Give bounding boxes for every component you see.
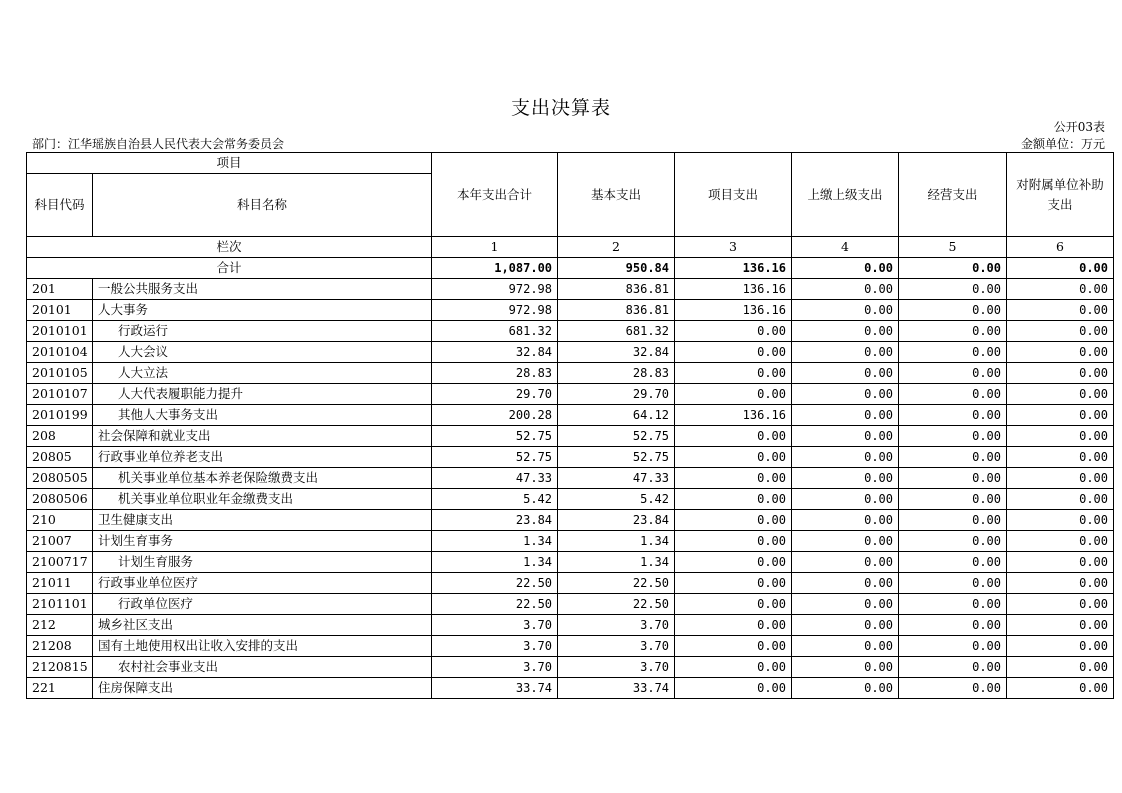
amount-cell: 22.50 bbox=[432, 573, 558, 594]
subject-name: 计划生育事务 bbox=[98, 533, 174, 548]
amount-cell: 23.84 bbox=[432, 510, 558, 531]
amount-cell: 0.00 bbox=[792, 405, 899, 426]
amount-cell: 0.00 bbox=[1007, 489, 1114, 510]
amount-cell: 0.00 bbox=[675, 489, 792, 510]
subject-name-cell bbox=[93, 426, 432, 447]
subject-code: 2010104 bbox=[27, 342, 93, 363]
amount-cell: 0.00 bbox=[1007, 405, 1114, 426]
amount-cell: 3.70 bbox=[432, 615, 558, 636]
amount-cell: 0.00 bbox=[675, 510, 792, 531]
amount-cell: 836.81 bbox=[558, 279, 675, 300]
amount-cell: 0.00 bbox=[899, 573, 1007, 594]
subject-name: 人大代表履职能力提升 bbox=[118, 386, 244, 401]
subject-name-cell bbox=[93, 531, 432, 552]
amount-cell: 0.00 bbox=[899, 531, 1007, 552]
amount-cell: 1.34 bbox=[432, 531, 558, 552]
amount-cell: 0.00 bbox=[675, 573, 792, 594]
subject-name: 行政运行 bbox=[118, 323, 169, 338]
subject-name: 住房保障支出 bbox=[98, 680, 174, 695]
table-row bbox=[27, 489, 1114, 510]
amount-cell: 0.00 bbox=[792, 552, 899, 573]
amount-unit-label: 金额单位：万元 bbox=[1020, 137, 1105, 151]
header-code: 科目代码 bbox=[27, 174, 93, 237]
amount-cell: 0.00 bbox=[899, 489, 1007, 510]
subject-name: 计划生育服务 bbox=[118, 554, 194, 569]
amount-cell: 0.00 bbox=[899, 426, 1007, 447]
table-row bbox=[27, 363, 1114, 384]
table-row bbox=[27, 384, 1114, 405]
amount-cell: 0.00 bbox=[675, 363, 792, 384]
amount-cell: 22.50 bbox=[432, 594, 558, 615]
amount-cell: 0.00 bbox=[792, 384, 899, 405]
amount-cell: 0.00 bbox=[1007, 594, 1114, 615]
subject-code: 210 bbox=[27, 510, 93, 531]
amount-cell: 52.75 bbox=[558, 426, 675, 447]
amount-cell: 0.00 bbox=[675, 447, 792, 468]
column-number: 1 bbox=[432, 237, 558, 258]
amount-cell: 3.70 bbox=[558, 657, 675, 678]
header-project-expenditure: 项目支出 bbox=[675, 153, 792, 237]
amount-cell: 0.00 bbox=[675, 468, 792, 489]
table-row bbox=[27, 510, 1114, 531]
subject-code: 221 bbox=[27, 678, 93, 699]
subject-code: 21007 bbox=[27, 531, 93, 552]
expenditure-table bbox=[26, 152, 1114, 699]
column-number: 5 bbox=[899, 237, 1007, 258]
amount-cell: 681.32 bbox=[432, 321, 558, 342]
total-value: 0.00 bbox=[792, 258, 899, 279]
subject-code: 21208 bbox=[27, 636, 93, 657]
amount-cell: 1.34 bbox=[558, 531, 675, 552]
subject-name-cell bbox=[93, 447, 432, 468]
amount-cell: 0.00 bbox=[792, 321, 899, 342]
subject-name: 一般公共服务支出 bbox=[98, 281, 199, 296]
amount-cell: 0.00 bbox=[675, 594, 792, 615]
amount-cell: 3.70 bbox=[558, 636, 675, 657]
amount-cell: 0.00 bbox=[899, 636, 1007, 657]
column-number: 2 bbox=[558, 237, 675, 258]
amount-cell: 29.70 bbox=[558, 384, 675, 405]
amount-cell: 0.00 bbox=[899, 510, 1007, 531]
subject-code: 2010101 bbox=[27, 321, 93, 342]
subject-name-cell bbox=[93, 552, 432, 573]
amount-cell: 136.16 bbox=[675, 300, 792, 321]
header-name: 科目名称 bbox=[93, 174, 432, 237]
total-value: 0.00 bbox=[1007, 258, 1114, 279]
amount-cell: 0.00 bbox=[1007, 426, 1114, 447]
subject-name-cell bbox=[93, 573, 432, 594]
table-row bbox=[27, 426, 1114, 447]
amount-cell: 836.81 bbox=[558, 300, 675, 321]
subject-name-cell bbox=[93, 363, 432, 384]
subject-code: 2010105 bbox=[27, 363, 93, 384]
amount-cell: 3.70 bbox=[558, 615, 675, 636]
subject-name-cell bbox=[93, 615, 432, 636]
amount-cell: 0.00 bbox=[792, 447, 899, 468]
amount-cell: 0.00 bbox=[792, 573, 899, 594]
amount-cell: 0.00 bbox=[1007, 342, 1114, 363]
subject-name: 人大会议 bbox=[118, 344, 169, 359]
subject-name: 行政单位医疗 bbox=[118, 596, 194, 611]
amount-cell: 22.50 bbox=[558, 573, 675, 594]
subject-name: 卫生健康支出 bbox=[98, 512, 174, 527]
table-row bbox=[27, 279, 1114, 300]
amount-cell: 0.00 bbox=[899, 594, 1007, 615]
total-label: 合计 bbox=[27, 258, 432, 279]
subject-name-cell bbox=[93, 279, 432, 300]
subject-name-cell bbox=[93, 384, 432, 405]
amount-cell: 28.83 bbox=[558, 363, 675, 384]
subject-name-cell bbox=[93, 678, 432, 699]
amount-cell: 0.00 bbox=[899, 279, 1007, 300]
subject-name-cell bbox=[93, 321, 432, 342]
subject-code: 2010107 bbox=[27, 384, 93, 405]
subject-code: 2101101 bbox=[27, 594, 93, 615]
table-row bbox=[27, 405, 1114, 426]
subject-name: 人大事务 bbox=[98, 302, 149, 317]
subject-code: 2080506 bbox=[27, 489, 93, 510]
amount-cell: 1.34 bbox=[432, 552, 558, 573]
amount-cell: 0.00 bbox=[899, 468, 1007, 489]
amount-cell: 0.00 bbox=[675, 657, 792, 678]
amount-cell: 5.42 bbox=[558, 489, 675, 510]
header-upper: 上缴上级支出 bbox=[792, 153, 899, 237]
amount-cell: 0.00 bbox=[792, 342, 899, 363]
amount-cell: 0.00 bbox=[792, 468, 899, 489]
amount-cell: 64.12 bbox=[558, 405, 675, 426]
subject-name-cell bbox=[93, 510, 432, 531]
amount-cell: 972.98 bbox=[432, 300, 558, 321]
column-number: 3 bbox=[675, 237, 792, 258]
subject-code: 2010199 bbox=[27, 405, 93, 426]
header-project: 项目 bbox=[27, 153, 432, 174]
column-number: 6 bbox=[1007, 237, 1114, 258]
subject-name: 社会保障和就业支出 bbox=[98, 428, 211, 443]
amount-cell: 0.00 bbox=[675, 531, 792, 552]
amount-cell: 0.00 bbox=[792, 615, 899, 636]
amount-cell: 47.33 bbox=[558, 468, 675, 489]
amount-cell: 0.00 bbox=[899, 405, 1007, 426]
table-row bbox=[27, 636, 1114, 657]
amount-cell: 0.00 bbox=[1007, 279, 1114, 300]
amount-cell: 0.00 bbox=[792, 300, 899, 321]
amount-cell: 28.83 bbox=[432, 363, 558, 384]
table-row bbox=[27, 321, 1114, 342]
subject-name-cell bbox=[93, 342, 432, 363]
table-row bbox=[27, 447, 1114, 468]
amount-cell: 33.74 bbox=[432, 678, 558, 699]
table-row bbox=[27, 657, 1114, 678]
amount-cell: 0.00 bbox=[1007, 300, 1114, 321]
amount-cell: 3.70 bbox=[432, 657, 558, 678]
form-number: 公开03表 bbox=[1053, 120, 1105, 134]
amount-cell: 23.84 bbox=[558, 510, 675, 531]
table-row bbox=[27, 342, 1114, 363]
amount-cell: 0.00 bbox=[899, 552, 1007, 573]
amount-cell: 0.00 bbox=[1007, 321, 1114, 342]
table-row bbox=[27, 552, 1114, 573]
subject-code: 208 bbox=[27, 426, 93, 447]
subject-name: 机关事业单位基本养老保险缴费支出 bbox=[118, 470, 319, 485]
amount-cell: 0.00 bbox=[792, 636, 899, 657]
amount-cell: 29.70 bbox=[432, 384, 558, 405]
subject-name: 国有土地使用权出让收入安排的支出 bbox=[98, 638, 299, 653]
amount-cell: 3.70 bbox=[432, 636, 558, 657]
table-row bbox=[27, 678, 1114, 699]
total-value: 136.16 bbox=[675, 258, 792, 279]
table-row bbox=[27, 594, 1114, 615]
header-column-label: 栏次 bbox=[27, 237, 432, 258]
amount-cell: 0.00 bbox=[1007, 657, 1114, 678]
amount-cell: 0.00 bbox=[899, 363, 1007, 384]
amount-cell: 0.00 bbox=[1007, 510, 1114, 531]
amount-cell: 0.00 bbox=[792, 531, 899, 552]
subject-name-cell bbox=[93, 657, 432, 678]
amount-cell: 0.00 bbox=[899, 342, 1007, 363]
total-value: 1,087.00 bbox=[432, 258, 558, 279]
amount-cell: 0.00 bbox=[675, 636, 792, 657]
amount-cell: 0.00 bbox=[675, 552, 792, 573]
table-row bbox=[27, 573, 1114, 594]
amount-cell: 0.00 bbox=[792, 678, 899, 699]
subject-name-cell bbox=[93, 300, 432, 321]
amount-cell: 0.00 bbox=[1007, 363, 1114, 384]
amount-cell: 1.34 bbox=[558, 552, 675, 573]
amount-cell: 0.00 bbox=[1007, 678, 1114, 699]
amount-cell: 0.00 bbox=[899, 384, 1007, 405]
amount-cell: 52.75 bbox=[432, 447, 558, 468]
amount-cell: 0.00 bbox=[1007, 615, 1114, 636]
amount-cell: 681.32 bbox=[558, 321, 675, 342]
subject-name-cell bbox=[93, 636, 432, 657]
page-title: 支出决算表 bbox=[510, 97, 611, 119]
header-subsidy: 对附属单位补助支出 bbox=[1007, 153, 1114, 237]
subject-code: 21011 bbox=[27, 573, 93, 594]
amount-cell: 0.00 bbox=[1007, 636, 1114, 657]
amount-cell: 33.74 bbox=[558, 678, 675, 699]
amount-cell: 0.00 bbox=[792, 426, 899, 447]
table-row bbox=[27, 300, 1114, 321]
amount-cell: 136.16 bbox=[675, 405, 792, 426]
department-label: 部门：江华瑶族自治县人民代表大会常务委员会 bbox=[32, 137, 285, 151]
amount-cell: 0.00 bbox=[792, 279, 899, 300]
subject-code: 2080505 bbox=[27, 468, 93, 489]
amount-cell: 0.00 bbox=[899, 657, 1007, 678]
subject-name: 行政事业单位医疗 bbox=[98, 575, 199, 590]
amount-cell: 0.00 bbox=[899, 678, 1007, 699]
table-row bbox=[27, 615, 1114, 636]
subject-code: 2100717 bbox=[27, 552, 93, 573]
amount-cell: 0.00 bbox=[675, 426, 792, 447]
subject-code: 20805 bbox=[27, 447, 93, 468]
amount-cell: 0.00 bbox=[792, 489, 899, 510]
subject-name: 农村社会事业支出 bbox=[118, 659, 219, 674]
subject-name: 其他人大事务支出 bbox=[118, 407, 219, 422]
subject-code: 20101 bbox=[27, 300, 93, 321]
amount-cell: 0.00 bbox=[792, 510, 899, 531]
column-number: 4 bbox=[792, 237, 899, 258]
amount-cell: 136.16 bbox=[675, 279, 792, 300]
header-basic: 基本支出 bbox=[558, 153, 675, 237]
header-business: 经营支出 bbox=[899, 153, 1007, 237]
amount-cell: 47.33 bbox=[432, 468, 558, 489]
amount-cell: 0.00 bbox=[792, 657, 899, 678]
subject-code: 212 bbox=[27, 615, 93, 636]
amount-cell: 0.00 bbox=[1007, 531, 1114, 552]
table-row bbox=[27, 468, 1114, 489]
total-value: 0.00 bbox=[899, 258, 1007, 279]
amount-cell: 5.42 bbox=[432, 489, 558, 510]
amount-cell: 0.00 bbox=[675, 384, 792, 405]
subject-name: 机关事业单位职业年金缴费支出 bbox=[118, 491, 294, 506]
amount-cell: 32.84 bbox=[558, 342, 675, 363]
amount-cell: 32.84 bbox=[432, 342, 558, 363]
amount-cell: 0.00 bbox=[1007, 447, 1114, 468]
subject-name-cell bbox=[93, 489, 432, 510]
amount-cell: 0.00 bbox=[675, 615, 792, 636]
amount-cell: 0.00 bbox=[675, 678, 792, 699]
amount-cell: 0.00 bbox=[675, 321, 792, 342]
subject-name-cell bbox=[93, 594, 432, 615]
amount-cell: 52.75 bbox=[558, 447, 675, 468]
amount-cell: 0.00 bbox=[1007, 468, 1114, 489]
table-row bbox=[27, 531, 1114, 552]
subject-code: 201 bbox=[27, 279, 93, 300]
amount-cell: 0.00 bbox=[899, 447, 1007, 468]
amount-cell: 0.00 bbox=[1007, 573, 1114, 594]
amount-cell: 200.28 bbox=[432, 405, 558, 426]
amount-cell: 0.00 bbox=[899, 300, 1007, 321]
amount-cell: 0.00 bbox=[792, 594, 899, 615]
subject-name: 人大立法 bbox=[118, 365, 169, 380]
total-row bbox=[27, 258, 1114, 279]
subject-name: 城乡社区支出 bbox=[98, 617, 174, 632]
header-total: 本年支出合计 bbox=[432, 153, 558, 237]
amount-cell: 22.50 bbox=[558, 594, 675, 615]
amount-cell: 0.00 bbox=[792, 363, 899, 384]
amount-cell: 52.75 bbox=[432, 426, 558, 447]
amount-cell: 0.00 bbox=[1007, 384, 1114, 405]
amount-cell: 972.98 bbox=[432, 279, 558, 300]
total-value: 950.84 bbox=[558, 258, 675, 279]
amount-cell: 0.00 bbox=[899, 615, 1007, 636]
subject-name-cell bbox=[93, 405, 432, 426]
subject-code: 2120815 bbox=[27, 657, 93, 678]
subject-name: 行政事业单位养老支出 bbox=[98, 449, 224, 464]
amount-cell: 0.00 bbox=[899, 321, 1007, 342]
amount-cell: 0.00 bbox=[1007, 552, 1114, 573]
amount-cell: 0.00 bbox=[675, 342, 792, 363]
subject-name-cell bbox=[93, 468, 432, 489]
